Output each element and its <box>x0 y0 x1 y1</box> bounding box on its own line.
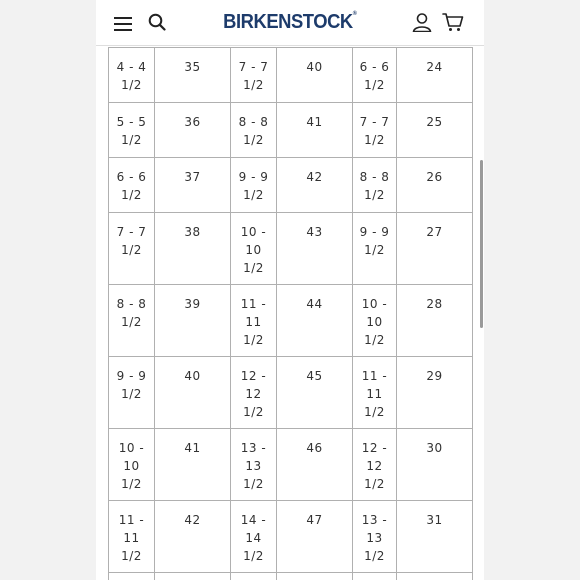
table-cell <box>353 285 397 357</box>
mobile-page <box>96 0 484 580</box>
size-value: 14 - <box>240 513 267 527</box>
table-cell <box>353 357 397 429</box>
size-value: 43 <box>306 225 323 239</box>
size-value: 42 <box>306 170 323 184</box>
size-value: 47 <box>306 513 323 527</box>
size-value: 38 <box>184 225 201 239</box>
size-chart-scroll-area[interactable] <box>96 47 484 580</box>
table-cell <box>277 158 353 213</box>
table-row <box>109 573 473 580</box>
size-value: 25 <box>426 115 443 129</box>
size-value: 42 <box>184 513 201 527</box>
size-value: 9 - 9 <box>238 170 269 184</box>
size-value: 24 <box>426 60 443 74</box>
size-value: 1/2 <box>364 405 385 419</box>
size-value: 10 <box>366 315 383 329</box>
size-value: 6 - 6 <box>116 170 147 184</box>
table-cell <box>109 103 155 158</box>
size-value: 1/2 <box>243 405 264 419</box>
table-row <box>109 103 473 158</box>
size-value: 1/2 <box>121 477 142 491</box>
size-value: 1/2 <box>364 243 385 257</box>
size-value: 1/2 <box>121 549 142 563</box>
table-cell <box>353 103 397 158</box>
table-cell <box>277 213 353 285</box>
table-cell <box>353 48 397 103</box>
size-value: 1/2 <box>121 387 142 401</box>
size-value: 30 <box>426 441 443 455</box>
size-value: 13 - <box>361 513 388 527</box>
table-cell <box>231 573 277 580</box>
size-value: 9 - 9 <box>116 369 147 383</box>
size-value: 29 <box>426 369 443 383</box>
size-value: 41 <box>306 115 323 129</box>
size-value: 12 - <box>361 441 388 455</box>
size-value: 10 - <box>118 441 145 455</box>
table-row <box>109 158 473 213</box>
table-cell <box>353 573 397 580</box>
size-value: 1/2 <box>121 243 142 257</box>
table-cell <box>109 573 155 580</box>
size-value: 40 <box>184 369 201 383</box>
table-cell <box>277 573 353 580</box>
size-value: 1/2 <box>364 188 385 202</box>
table-cell <box>109 501 155 573</box>
table-row <box>109 429 473 501</box>
table-cell <box>277 429 353 501</box>
table-cell <box>397 573 473 580</box>
size-value: 1/2 <box>364 133 385 147</box>
table-cell <box>231 357 277 429</box>
size-value: 8 - 8 <box>359 170 390 184</box>
size-value: 11 <box>123 531 140 545</box>
size-value: 10 - <box>361 297 388 311</box>
size-value: 1/2 <box>121 315 142 329</box>
table-cell <box>109 285 155 357</box>
size-value: 13 <box>245 459 262 473</box>
account-icon[interactable] <box>412 12 432 32</box>
size-value: 12 <box>245 387 262 401</box>
table-cell <box>231 285 277 357</box>
size-value: 10 - <box>240 225 267 239</box>
size-value: 1/2 <box>243 333 264 347</box>
table-cell <box>109 48 155 103</box>
table-cell <box>155 213 231 285</box>
size-value: 1/2 <box>121 78 142 92</box>
table-row <box>109 213 473 285</box>
scrollbar-thumb[interactable] <box>480 160 483 328</box>
size-value: 13 <box>366 531 383 545</box>
size-value: 37 <box>184 170 201 184</box>
size-value: 11 - <box>118 513 145 527</box>
size-value: 4 - 4 <box>116 60 147 74</box>
size-value: 12 - <box>240 369 267 383</box>
size-value: 1/2 <box>243 549 264 563</box>
size-value: 44 <box>306 297 323 311</box>
table-cell <box>277 285 353 357</box>
size-value: 1/2 <box>243 78 264 92</box>
table-cell <box>277 48 353 103</box>
size-value: 14 <box>245 531 262 545</box>
table-cell <box>155 48 231 103</box>
size-value: 11 - <box>240 297 267 311</box>
size-value: 39 <box>184 297 201 311</box>
table-cell <box>277 357 353 429</box>
table-cell <box>155 357 231 429</box>
size-value: 46 <box>306 441 323 455</box>
size-value: 45 <box>306 369 323 383</box>
size-value: 5 - 5 <box>116 115 147 129</box>
table-cell <box>397 48 473 103</box>
size-value: 41 <box>184 441 201 455</box>
table-cell <box>353 501 397 573</box>
size-value: 1/2 <box>121 133 142 147</box>
table-row <box>109 357 473 429</box>
table-cell <box>353 158 397 213</box>
size-value: 11 - <box>361 369 388 383</box>
table-cell <box>353 213 397 285</box>
size-value: 1/2 <box>243 188 264 202</box>
table-cell <box>397 213 473 285</box>
size-value: 7 - 7 <box>238 60 269 74</box>
size-value: 28 <box>426 297 443 311</box>
size-value: 6 - 6 <box>359 60 390 74</box>
size-value: 7 - 7 <box>116 225 147 239</box>
size-value: 1/2 <box>364 477 385 491</box>
table-row <box>109 48 473 103</box>
table-cell <box>155 573 231 580</box>
table-cell <box>231 501 277 573</box>
size-value: 35 <box>184 60 201 74</box>
size-value: 10 <box>245 243 262 257</box>
size-value: 13 - <box>240 441 267 455</box>
size-value: 36 <box>184 115 201 129</box>
size-value: 1/2 <box>243 261 264 275</box>
size-value: 9 - 9 <box>359 225 390 239</box>
table-cell <box>109 357 155 429</box>
logo-text: BIRKENSTOCK <box>223 11 353 33</box>
size-value: 31 <box>426 513 443 527</box>
size-value: 8 - 8 <box>116 297 147 311</box>
size-value: 27 <box>426 225 443 239</box>
table-cell <box>155 429 231 501</box>
table-cell <box>397 103 473 158</box>
table-cell <box>397 285 473 357</box>
table-row <box>109 285 473 357</box>
size-value: 1/2 <box>243 477 264 491</box>
table-cell <box>397 429 473 501</box>
table-cell <box>231 103 277 158</box>
table-cell <box>109 429 155 501</box>
table-cell <box>109 213 155 285</box>
size-value: 12 <box>366 459 383 473</box>
table-cell <box>231 158 277 213</box>
table-cell <box>277 501 353 573</box>
size-value: 11 <box>245 315 262 329</box>
table-cell <box>397 158 473 213</box>
size-value: 1/2 <box>364 78 385 92</box>
size-value: 1/2 <box>364 333 385 347</box>
registered-mark: ® <box>352 11 357 17</box>
table-row <box>109 501 473 573</box>
table-cell <box>231 213 277 285</box>
size-value: 10 <box>123 459 140 473</box>
table-cell <box>155 501 231 573</box>
table-cell <box>277 103 353 158</box>
cart-icon[interactable] <box>442 12 464 32</box>
size-value: 1/2 <box>121 188 142 202</box>
size-value: 8 - 8 <box>238 115 269 129</box>
size-value: 11 <box>366 387 383 401</box>
table-cell <box>231 48 277 103</box>
size-value: 1/2 <box>243 133 264 147</box>
size-value: 26 <box>426 170 443 184</box>
table-cell <box>109 158 155 213</box>
size-value: 40 <box>306 60 323 74</box>
table-cell <box>155 158 231 213</box>
table-cell <box>397 357 473 429</box>
site-header <box>96 0 484 46</box>
table-cell <box>353 429 397 501</box>
table-cell <box>397 501 473 573</box>
table-cell <box>155 103 231 158</box>
size-value: 1/2 <box>364 549 385 563</box>
size-conversion-table <box>108 47 473 580</box>
table-cell <box>155 285 231 357</box>
size-value: 7 - 7 <box>359 115 390 129</box>
table-cell <box>231 429 277 501</box>
